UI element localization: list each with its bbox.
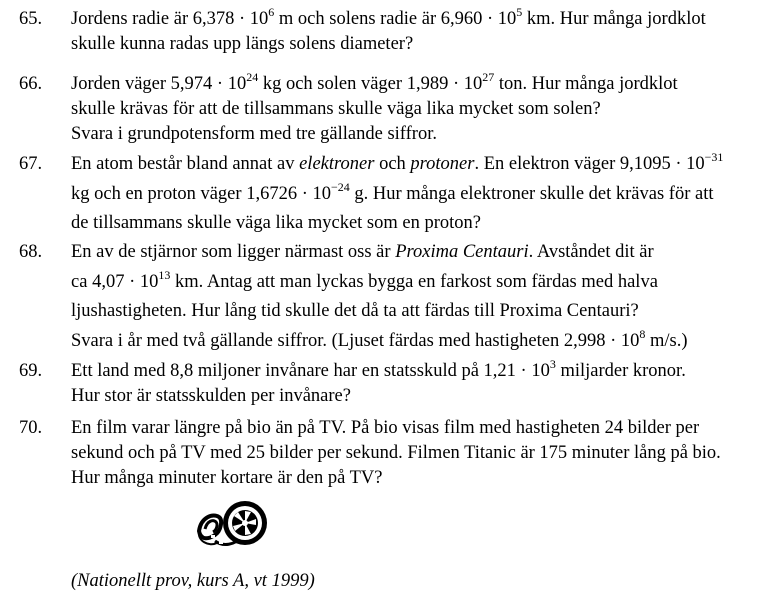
mantissa: 1,989 [406, 74, 449, 94]
exponent: 27 [482, 70, 495, 84]
text-run: m/s.) [645, 331, 688, 351]
problem-number: 65. [19, 9, 43, 29]
exponent: 24 [246, 70, 259, 84]
text-run: ca [71, 272, 93, 292]
problem-text [71, 72, 764, 147]
times-ten: · 10 [234, 9, 269, 29]
text-run: Jorden väger [71, 74, 171, 94]
exponent: 6 [268, 5, 275, 19]
mantissa: 6,960 [440, 9, 483, 29]
text-run: miljarder kronor. [555, 361, 686, 381]
text-run: Svara i år med två gällande siffror. (Ljuset färdas med hastigheten [71, 331, 564, 351]
problem-text [71, 7, 764, 57]
problem-number: 68. [19, 242, 43, 262]
exponent: 5 [516, 5, 523, 19]
text-run: En atom består bland annat av [71, 154, 300, 174]
film-reel-icon [195, 497, 275, 557]
mantissa: 5,974 [170, 74, 213, 94]
problem-line: de tillsammans skulle väga lika mycket som en proton? [71, 213, 481, 233]
times-ten: · 10 [605, 331, 640, 351]
problem-line [71, 152, 764, 177]
problem-number: 67. [19, 154, 43, 174]
text-run: m och solens radie är [274, 9, 441, 29]
times-ten: · 10 [297, 184, 331, 204]
exponent: −31 [704, 150, 724, 164]
italic-term: Proxima Centauri [395, 242, 529, 262]
problem-number: 66. [19, 74, 43, 94]
exponent: −24 [330, 180, 350, 194]
source-citation: (Nationellt prov, kurs A, vt 1999) [71, 571, 315, 591]
problem-line [71, 324, 764, 358]
text-run: kg och en proton väger [71, 184, 247, 204]
problem-line [71, 72, 764, 97]
times-ten: · 10 [448, 74, 483, 94]
text-run: . Avståndet dit är [528, 242, 654, 262]
exponent: 13 [158, 268, 171, 282]
times-ten: · 10 [212, 74, 247, 94]
problem-text [71, 152, 764, 236]
text-run: km. Antag att man lyckas bygga en farkost som färdas med halva [170, 272, 658, 292]
times-ten: · 10 [124, 272, 159, 292]
text-run: och [374, 154, 411, 174]
problem-line [71, 7, 764, 32]
text-run: Ett land med 8,8 miljoner invånare har en statsskuld på [71, 361, 484, 381]
times-ten: · 10 [515, 361, 550, 381]
exponent: 8 [639, 327, 646, 341]
exponent: 3 [549, 357, 556, 371]
mantissa: 1,21 [483, 361, 516, 381]
mantissa: 6,378 [192, 9, 235, 29]
text-run: . En elektron väger [474, 154, 620, 174]
text-run: kg och solen väger [258, 74, 407, 94]
problem-line [71, 240, 764, 265]
problem-line: ljushastigheten. Hur lång tid skulle det då ta att färdas till Proxima Centauri? [71, 301, 639, 321]
problem-text [71, 416, 764, 491]
text-run: km. Hur många jordklot [522, 9, 706, 29]
problem-line: Hur många minuter kortare är den på TV? [71, 468, 383, 488]
times-ten: · 10 [670, 154, 705, 174]
problem-line [71, 177, 764, 211]
problem-text [71, 240, 764, 358]
problem-line: sekund och på TV med 25 bilder per sekund. Filmen Titanic är 175 minuter lång på bio. [71, 443, 721, 463]
problem-line: En film varar längre på bio än på TV. På bio visas film med hastigheten 24 bilder per [71, 418, 700, 438]
text-run: ton. Hur många jordklot [494, 74, 678, 94]
italic-term: elektroner [299, 154, 375, 174]
problem-line: skulle krävas för att de tillsammans skulle väga lika mycket som solen? [71, 99, 601, 119]
text-run: g. Hur många elektroner skulle det krävas för att [349, 184, 714, 204]
mantissa: 4,07 [92, 272, 125, 292]
text-run: Jordens radie är [71, 9, 193, 29]
italic-term: protoner [410, 154, 475, 174]
mantissa: 9,1095 [619, 154, 671, 174]
problem-number: 69. [19, 361, 43, 381]
times-ten: · 10 [482, 9, 517, 29]
problem-line [71, 359, 764, 384]
problem-number: 70. [19, 418, 43, 438]
problem-line: Svara i grundpotensform med tre gällande siffror. [71, 124, 437, 144]
problem-line: Hur stor är statsskulden per invånare? [71, 386, 351, 406]
problem-text [71, 359, 764, 409]
mantissa: 2,998 [563, 331, 606, 351]
problem-line: skulle kunna radas upp längs solens diameter? [71, 34, 414, 54]
reel [223, 501, 267, 545]
problem-line [71, 265, 764, 299]
mantissa: 1,6726 [246, 184, 298, 204]
text-run: En av de stjärnor som ligger närmast oss är [71, 242, 396, 262]
